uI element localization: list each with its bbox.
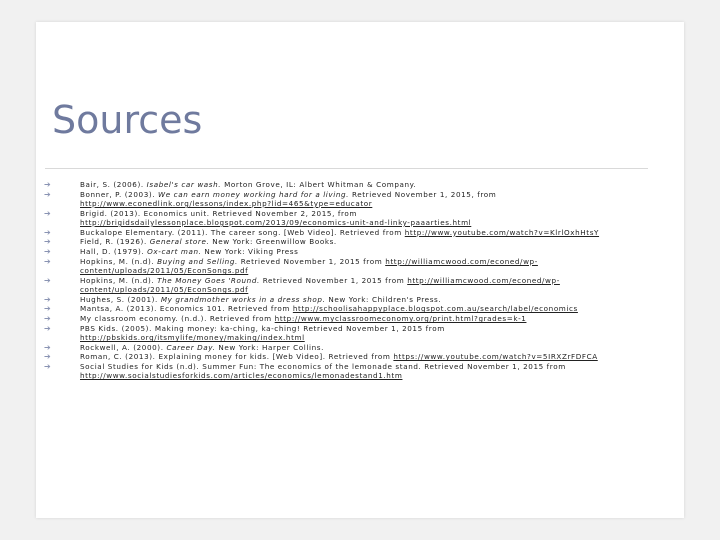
reference-text: Rockwell, A. (2000). [80,342,164,352]
reference-item [44,228,604,237]
arrow-bullet-icon: ➔ [44,208,52,218]
arrow-bullet-icon: ➔ [44,227,52,237]
arrow-bullet-icon: ➔ [44,237,52,247]
reference-link[interactable]: http://pbskids.org/itsmylife/money/making/index.html [80,333,305,343]
reference-link[interactable]: http://www.youtube.com/watch?v=KlrlOxhHtsY [404,227,600,237]
reference-text: Bair, S. (2006). [80,180,144,189]
reference-item [44,209,604,228]
reference-details: Morton Grove, IL: Albert Whitman & Company. [224,180,417,189]
reference-title: Buying and Selling. [157,256,238,266]
arrow-bullet-icon: ➔ [44,180,52,189]
reference-item [44,276,604,295]
reference-details: New York: Children's Press. [328,294,442,304]
arrow-bullet-icon: ➔ [44,275,52,285]
reference-details: Retrieved November 1, 2015 from [240,256,383,266]
reference-title: Career Day. [166,342,216,352]
reference-text: Buckalope Elementary. (2011). The career song. [Web Video]. Retrieved from [80,227,402,237]
reference-link[interactable]: http://schoolisahappyplace.blogspot.com.au/search/label/economics [292,304,578,314]
arrow-bullet-icon: ➔ [44,314,52,324]
slide-title: Sources [52,98,203,142]
title-divider [45,168,648,169]
reference-item [44,352,604,361]
arrow-bullet-icon: ➔ [44,352,52,362]
reference-item [44,257,604,276]
reference-title: My grandmother works in a dress shop. [160,294,326,304]
reference-text: Social Studies for Kids (n.d). Summer Fun: The economics of the lemonade stand. Retrieved November 1, 2015 from [80,362,566,372]
reference-text: Field, R. (1926). [80,237,147,247]
reference-link[interactable]: http://williamcwood.com/econed/wp-content/uploads/2011/05/EconSongs.pdf [80,275,560,294]
reference-item [44,247,604,256]
reference-link[interactable]: http://brigidsdailylessonplace.blogspot.com/2013/09/economics-unit-and-linky-paaarties.html [80,217,472,227]
reference-link[interactable]: http://www.socialstudiesforkids.com/articles/economics/lemonadestand1.htm [80,371,403,381]
arrow-bullet-icon: ➔ [44,247,52,257]
arrow-bullet-icon: ➔ [44,323,52,333]
reference-title: Ox-cart man. [147,247,202,257]
reference-link[interactable]: http://www.econedlink.org/lessons/index.php?lid=465&type=educator [80,198,373,208]
reference-text: Hopkins, M. (n.d). [80,256,155,266]
reference-details: New York: Greenwillow Books. [212,237,337,247]
reference-text: Hughes, S. (2001). [80,294,158,304]
reference-item [44,324,604,343]
reference-text: Hall, D. (1979). [80,247,145,257]
reference-link[interactable]: https://www.youtube.com/watch?v=5IRXZrFDFCA [393,352,598,362]
reference-link[interactable]: http://www.myclassroomeconomy.org/print.html?grades=k-1 [274,314,527,324]
arrow-bullet-icon: ➔ [44,256,52,266]
reference-text: Roman, C. (2013). Explaining money for kids. [Web Video]. Retrieved from [80,352,391,362]
reference-title: The Money Goes 'Round. [157,275,260,285]
arrow-bullet-icon: ➔ [44,304,52,314]
reference-text: Bonner, P. (2003). [80,189,156,199]
reference-text: Mantsa, A. (2013). Economics 101. Retrieved from [80,304,290,314]
reference-item [44,237,604,246]
reference-details: New York: Viking Press [204,247,299,257]
reference-item [44,343,604,352]
reference-details: Retrieved November 1, 2015, from [351,189,497,199]
reference-text: Hopkins, M. (n.d). [80,275,155,285]
reference-text: My classroom economy. (n.d.). Retrieved from [80,314,272,324]
reference-item [44,362,604,381]
reference-details: Retrieved November 1, 2015 from [262,275,405,285]
reference-details: New York: Harper Collins. [218,342,324,352]
reference-title: General store. [149,237,210,247]
reference-title: Isabel's car wash. [146,180,222,189]
arrow-bullet-icon: ➔ [44,294,52,304]
reference-item [44,180,604,189]
reference-link[interactable]: http://williamcwood.com/econed/wp-content/uploads/2011/05/EconSongs.pdf [80,256,538,276]
reference-item [44,314,604,323]
reference-text: Brigid. (2013). Economics unit. Retrieved November 2, 2015, from [80,208,357,218]
reference-item [44,304,604,313]
reference-list [44,180,604,381]
arrow-bullet-icon: ➔ [44,342,52,352]
arrow-bullet-icon: ➔ [44,189,52,199]
arrow-bullet-icon: ➔ [44,362,52,372]
reference-item [44,295,604,304]
reference-title: We can earn money working hard for a living. [158,189,350,199]
reference-text: PBS Kids. (2005). Making money: ka-ching, ka-ching! Retrieved November 1, 2015 from [80,323,445,333]
reference-item [44,190,604,209]
